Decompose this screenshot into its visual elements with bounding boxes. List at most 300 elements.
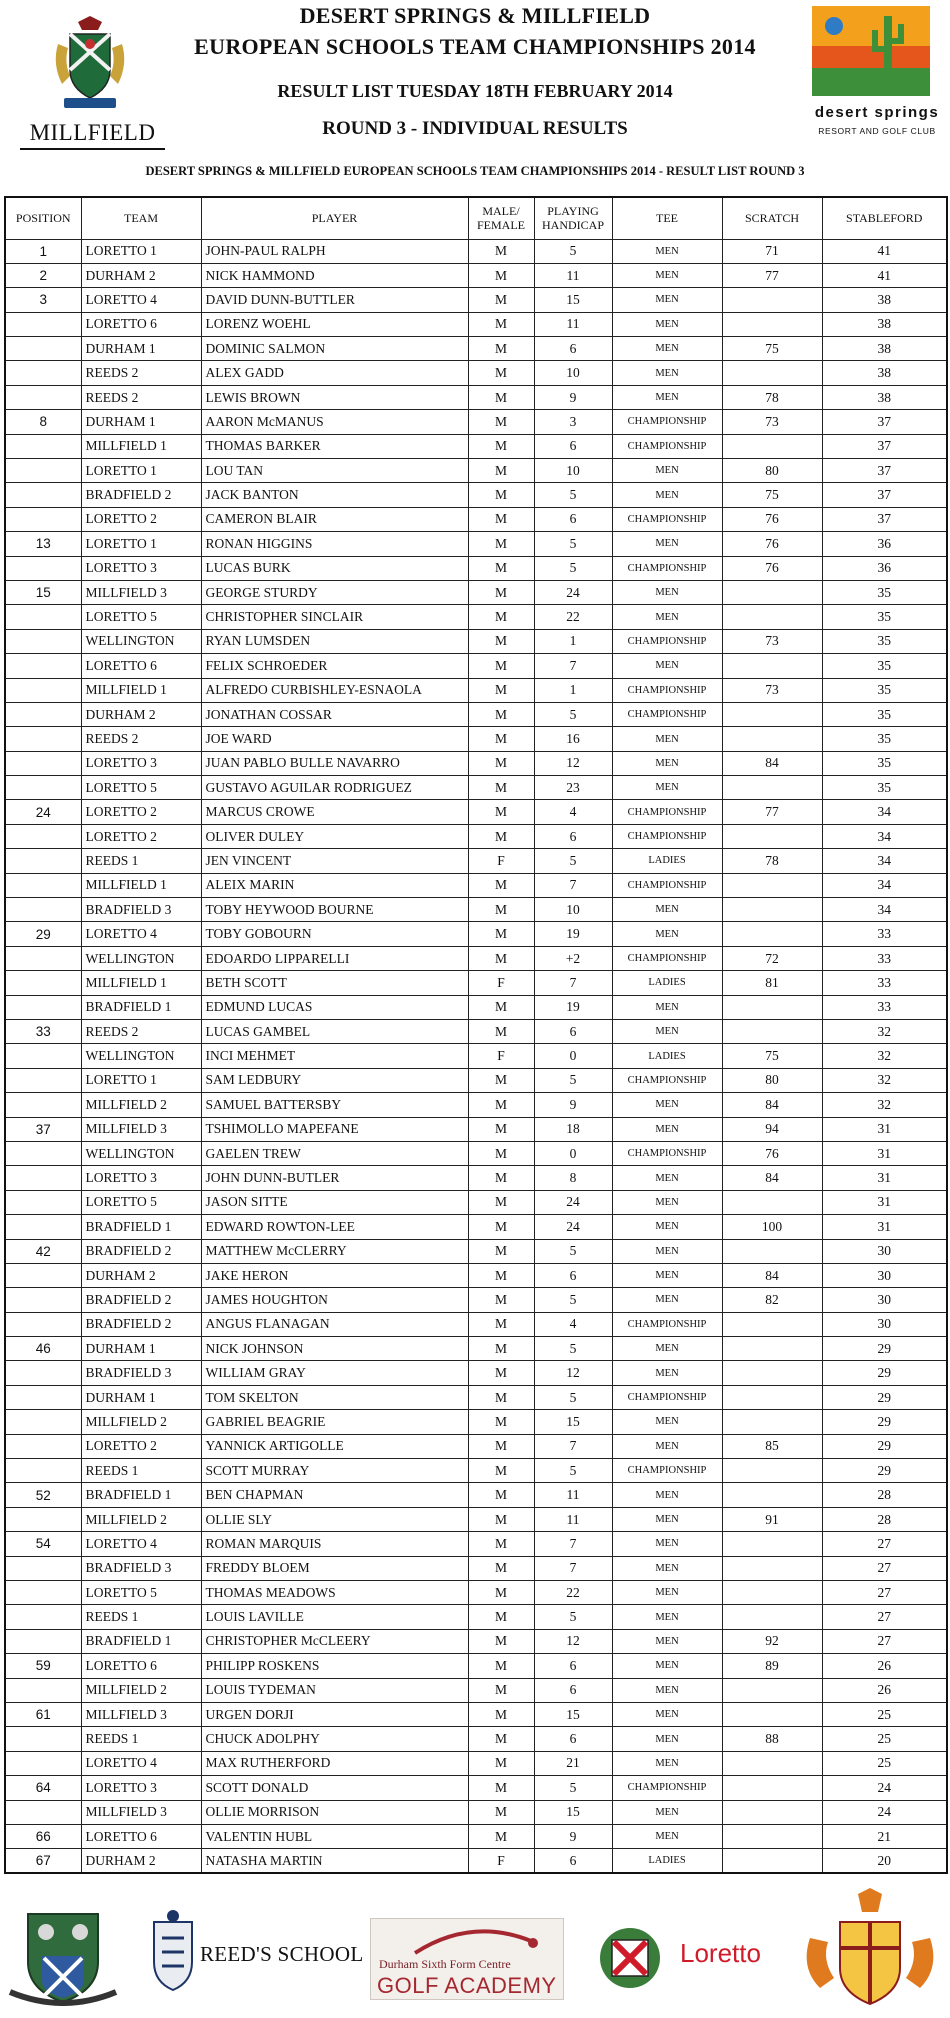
handicap-cell: 6 <box>534 434 612 458</box>
table-row <box>5 678 947 702</box>
handicap-cell: 11 <box>534 1483 612 1507</box>
team-cell: LORETTO 1 <box>81 459 201 483</box>
stableford-cell: 27 <box>822 1629 947 1653</box>
team-cell: LORETTO 1 <box>81 532 201 556</box>
table-row <box>5 1434 947 1458</box>
scratch-cell: 78 <box>722 385 822 409</box>
team-cell: LORETTO 4 <box>81 1532 201 1556</box>
stableford-cell: 37 <box>822 483 947 507</box>
team-cell: REEDS 1 <box>81 1459 201 1483</box>
table-row <box>5 1215 947 1239</box>
table-row <box>5 1849 947 1873</box>
team-cell: DURHAM 1 <box>81 1385 201 1409</box>
player-cell: MAX RUTHERFORD <box>201 1751 468 1775</box>
handicap-cell: 15 <box>534 288 612 312</box>
player-cell: TSHIMOLLO MAPEFANE <box>201 1117 468 1141</box>
position-cell <box>5 1312 81 1336</box>
stableford-cell: 26 <box>822 1654 947 1678</box>
position-cell: 46 <box>5 1337 81 1361</box>
table-row <box>5 629 947 653</box>
scratch-cell: 78 <box>722 849 822 873</box>
team-cell: WELLINGTON <box>81 1044 201 1068</box>
sex-cell: M <box>468 654 534 678</box>
scratch-cell <box>722 898 822 922</box>
team-cell: MILLFIELD 3 <box>81 580 201 604</box>
table-row <box>5 532 947 556</box>
desert-springs-name: desert springs <box>814 104 940 121</box>
handicap-cell: 5 <box>534 1068 612 1092</box>
player-cell: SCOTT MURRAY <box>201 1459 468 1483</box>
sex-cell: F <box>468 971 534 995</box>
handicap-cell: 9 <box>534 1093 612 1117</box>
team-cell: MILLFIELD 2 <box>81 1678 201 1702</box>
table-row <box>5 312 947 336</box>
table-row <box>5 1337 947 1361</box>
sex-cell: M <box>468 1507 534 1531</box>
stableford-cell: 32 <box>822 1093 947 1117</box>
scratch-cell: 89 <box>722 1654 822 1678</box>
table-row <box>5 459 947 483</box>
handicap-cell: 5 <box>534 1776 612 1800</box>
tee-cell: MEN <box>612 922 722 946</box>
scratch-cell <box>722 1337 822 1361</box>
player-cell: PHILIPP ROSKENS <box>201 1654 468 1678</box>
sex-cell: M <box>468 1654 534 1678</box>
tee-cell: MEN <box>612 385 722 409</box>
sex-cell: M <box>468 459 534 483</box>
position-cell <box>5 1629 81 1653</box>
position-cell <box>5 312 81 336</box>
position-cell <box>5 1385 81 1409</box>
scratch-cell <box>722 1020 822 1044</box>
table-row <box>5 1483 947 1507</box>
sex-cell: M <box>468 678 534 702</box>
handicap-cell: 9 <box>534 385 612 409</box>
position-cell <box>5 507 81 531</box>
sex-cell: M <box>468 1605 534 1629</box>
handicap-cell: 6 <box>534 1849 612 1873</box>
handicap-cell: 5 <box>534 239 612 263</box>
stableford-cell: 30 <box>822 1239 947 1263</box>
sex-cell: M <box>468 1532 534 1556</box>
millfield-crest-icon <box>48 14 132 114</box>
player-cell: GAELEN TREW <box>201 1141 468 1165</box>
player-cell: JAKE HERON <box>201 1263 468 1287</box>
loretto-crest-icon <box>590 1922 670 1994</box>
table-row <box>5 556 947 580</box>
team-cell: LORETTO 6 <box>81 654 201 678</box>
position-cell <box>5 946 81 970</box>
stableford-cell: 35 <box>822 751 947 775</box>
scratch-cell <box>722 922 822 946</box>
tee-cell: MEN <box>612 776 722 800</box>
stableford-cell: 37 <box>822 507 947 531</box>
sex-cell: M <box>468 1580 534 1604</box>
table-row <box>5 605 947 629</box>
stableford-cell: 34 <box>822 824 947 848</box>
stableford-cell: 27 <box>822 1556 947 1580</box>
stableford-cell: 34 <box>822 873 947 897</box>
position-cell: 66 <box>5 1824 81 1848</box>
table-row <box>5 263 947 287</box>
player-cell: TOM SKELTON <box>201 1385 468 1409</box>
sex-cell: M <box>468 1190 534 1214</box>
team-cell: LORETTO 6 <box>81 312 201 336</box>
sex-cell: M <box>468 800 534 824</box>
player-cell: JACK BANTON <box>201 483 468 507</box>
stableford-cell: 31 <box>822 1166 947 1190</box>
position-cell <box>5 654 81 678</box>
tee-cell: CHAMPIONSHIP <box>612 1312 722 1336</box>
team-cell: LORETTO 4 <box>81 288 201 312</box>
table-row <box>5 995 947 1019</box>
player-cell: JUAN PABLO BULLE NAVARRO <box>201 751 468 775</box>
handicap-cell: 12 <box>534 751 612 775</box>
tee-cell: CHAMPIONSHIP <box>612 410 722 434</box>
tee-cell: MEN <box>612 532 722 556</box>
player-cell: LORENZ WOEHL <box>201 312 468 336</box>
tee-cell: CHAMPIONSHIP <box>612 1068 722 1092</box>
sex-cell: M <box>468 1215 534 1239</box>
position-cell <box>5 727 81 751</box>
durham-sixth-form-label: Durham Sixth Form Centre <box>379 1957 511 1971</box>
table-row <box>5 1580 947 1604</box>
desert-springs-logo <box>808 6 946 146</box>
position-cell <box>5 898 81 922</box>
tee-cell: CHAMPIONSHIP <box>612 678 722 702</box>
team-cell: LORETTO 1 <box>81 239 201 263</box>
table-row <box>5 434 947 458</box>
stableford-cell: 27 <box>822 1580 947 1604</box>
tee-cell: MEN <box>612 1263 722 1287</box>
handicap-cell: 5 <box>534 1288 612 1312</box>
stableford-cell: 32 <box>822 1044 947 1068</box>
handicap-cell: 6 <box>534 507 612 531</box>
handicap-cell: 5 <box>534 532 612 556</box>
scratch-cell <box>722 1678 822 1702</box>
table-row <box>5 1459 947 1483</box>
tee-cell: CHAMPIONSHIP <box>612 1141 722 1165</box>
sex-cell: M <box>468 385 534 409</box>
sex-cell: M <box>468 629 534 653</box>
position-cell <box>5 776 81 800</box>
player-cell: THOMAS BARKER <box>201 434 468 458</box>
handicap-cell: 6 <box>534 1020 612 1044</box>
team-cell: LORETTO 1 <box>81 1068 201 1092</box>
position-cell: 52 <box>5 1483 81 1507</box>
table-row <box>5 873 947 897</box>
reeds-school-wordmark: REED'S SCHOOL <box>200 1942 364 1966</box>
team-cell: LORETTO 2 <box>81 800 201 824</box>
player-cell: GEORGE STURDY <box>201 580 468 604</box>
tee-cell: MEN <box>612 1288 722 1312</box>
handicap-cell: 6 <box>534 1727 612 1751</box>
player-cell: URGEN DORJI <box>201 1702 468 1726</box>
scratch-cell <box>722 1410 822 1434</box>
reeds-school-crest-icon <box>150 1908 196 1992</box>
stableford-cell: 35 <box>822 605 947 629</box>
team-cell: MILLFIELD 3 <box>81 1800 201 1824</box>
player-cell: EDMUND LUCAS <box>201 995 468 1019</box>
table-row <box>5 1776 947 1800</box>
team-cell: MILLFIELD 3 <box>81 1702 201 1726</box>
sex-cell: M <box>468 1410 534 1434</box>
result-date: RESULT LIST TUESDAY 18TH FEBRUARY 2014 <box>277 81 673 101</box>
col-male-female: MALE/ FEMALE <box>468 197 534 239</box>
player-cell: OLLIE SLY <box>201 1507 468 1531</box>
position-cell: 8 <box>5 410 81 434</box>
stableford-cell: 38 <box>822 385 947 409</box>
handicap-cell: 24 <box>534 580 612 604</box>
table-row <box>5 1556 947 1580</box>
position-cell <box>5 1410 81 1434</box>
table-row <box>5 727 947 751</box>
player-cell: ANGUS FLANAGAN <box>201 1312 468 1336</box>
player-cell: GUSTAVO AGUILAR RODRIGUEZ <box>201 776 468 800</box>
handicap-cell: 22 <box>534 605 612 629</box>
handicap-cell: 7 <box>534 971 612 995</box>
scratch-cell <box>722 995 822 1019</box>
handicap-cell: 0 <box>534 1141 612 1165</box>
team-cell: WELLINGTON <box>81 629 201 653</box>
handicap-cell: 5 <box>534 1605 612 1629</box>
desert-springs-cactus-icon <box>812 6 930 96</box>
scratch-cell: 71 <box>722 239 822 263</box>
handicap-cell: 7 <box>534 1532 612 1556</box>
tee-cell: CHAMPIONSHIP <box>612 946 722 970</box>
scratch-cell: 75 <box>722 1044 822 1068</box>
position-cell <box>5 1605 81 1629</box>
player-cell: CHRISTOPHER McCLEERY <box>201 1629 468 1653</box>
tee-cell: LADIES <box>612 849 722 873</box>
position-cell: 3 <box>5 288 81 312</box>
sex-cell: M <box>468 337 534 361</box>
table-row <box>5 654 947 678</box>
team-cell: REEDS 1 <box>81 1605 201 1629</box>
title-line-1: DESERT SPRINGS & MILLFIELD <box>299 3 651 28</box>
scratch-cell <box>722 873 822 897</box>
tee-cell: CHAMPIONSHIP <box>612 800 722 824</box>
stableford-cell: 28 <box>822 1507 947 1531</box>
scratch-cell <box>722 1459 822 1483</box>
sex-cell: M <box>468 288 534 312</box>
tee-cell: LADIES <box>612 1044 722 1068</box>
table-row <box>5 1678 947 1702</box>
scratch-cell: 77 <box>722 800 822 824</box>
scratch-cell: 77 <box>722 263 822 287</box>
team-cell: BRADFIELD 1 <box>81 995 201 1019</box>
tee-cell: MEN <box>612 1605 722 1629</box>
position-cell: 24 <box>5 800 81 824</box>
player-cell: LEWIS BROWN <box>201 385 468 409</box>
team-cell: REEDS 2 <box>81 727 201 751</box>
player-cell: ALEIX MARIN <box>201 873 468 897</box>
player-cell: NICK HAMMOND <box>201 263 468 287</box>
player-cell: BETH SCOTT <box>201 971 468 995</box>
position-cell <box>5 1507 81 1531</box>
handicap-cell: 19 <box>534 995 612 1019</box>
position-cell <box>5 1580 81 1604</box>
scratch-cell: 84 <box>722 1166 822 1190</box>
tee-cell: MEN <box>612 1483 722 1507</box>
tee-cell: MEN <box>612 654 722 678</box>
sex-cell: M <box>468 507 534 531</box>
position-cell <box>5 556 81 580</box>
stableford-cell: 34 <box>822 849 947 873</box>
stableford-cell: 30 <box>822 1288 947 1312</box>
tee-cell: MEN <box>612 1654 722 1678</box>
table-row <box>5 1654 947 1678</box>
table-row <box>5 1068 947 1092</box>
team-cell: LORETTO 4 <box>81 922 201 946</box>
scratch-cell <box>722 1580 822 1604</box>
table-row <box>5 1410 947 1434</box>
team-cell: LORETTO 5 <box>81 776 201 800</box>
player-cell: EDOARDO LIPPARELLI <box>201 946 468 970</box>
player-cell: LOUIS LAVILLE <box>201 1605 468 1629</box>
position-cell <box>5 434 81 458</box>
position-cell <box>5 361 81 385</box>
position-cell <box>5 483 81 507</box>
scratch-cell <box>722 580 822 604</box>
golf-academy-label: GOLF ACADEMY <box>377 1973 557 1998</box>
scratch-cell <box>722 1605 822 1629</box>
player-cell: JONATHAN COSSAR <box>201 702 468 726</box>
player-cell: JOHN-PAUL RALPH <box>201 239 468 263</box>
scratch-cell <box>722 1702 822 1726</box>
tee-cell: CHAMPIONSHIP <box>612 824 722 848</box>
team-cell: DURHAM 2 <box>81 702 201 726</box>
table-row <box>5 1166 947 1190</box>
page-header <box>0 0 950 190</box>
sex-cell: M <box>468 361 534 385</box>
tee-cell: CHAMPIONSHIP <box>612 1385 722 1409</box>
tee-cell: MEN <box>612 1727 722 1751</box>
scratch-cell <box>722 727 822 751</box>
team-cell: MILLFIELD 1 <box>81 678 201 702</box>
tee-cell: MEN <box>612 1166 722 1190</box>
tee-cell: CHAMPIONSHIP <box>612 629 722 653</box>
tee-cell: MEN <box>612 995 722 1019</box>
handicap-cell: 9 <box>534 1824 612 1848</box>
stableford-cell: 36 <box>822 556 947 580</box>
position-cell <box>5 1800 81 1824</box>
team-cell: BRADFIELD 3 <box>81 1361 201 1385</box>
handicap-cell: 3 <box>534 410 612 434</box>
position-cell: 59 <box>5 1654 81 1678</box>
stableford-cell: 31 <box>822 1141 947 1165</box>
stableford-cell: 35 <box>822 629 947 653</box>
scratch-cell <box>722 654 822 678</box>
handicap-cell: 4 <box>534 1312 612 1336</box>
handicap-cell: 18 <box>534 1117 612 1141</box>
team-cell: BRADFIELD 2 <box>81 1312 201 1336</box>
position-cell <box>5 751 81 775</box>
table-row <box>5 1727 947 1751</box>
handicap-cell: 1 <box>534 678 612 702</box>
handicap-cell: 22 <box>534 1580 612 1604</box>
millfield-wordmark: MILLFIELD <box>20 120 165 150</box>
handicap-cell: 5 <box>534 556 612 580</box>
scratch-cell: 85 <box>722 1434 822 1458</box>
position-cell: 67 <box>5 1849 81 1873</box>
stableford-cell: 30 <box>822 1312 947 1336</box>
tee-cell: MEN <box>612 1410 722 1434</box>
position-cell <box>5 385 81 409</box>
scratch-cell: 73 <box>722 678 822 702</box>
handicap-cell: +2 <box>534 946 612 970</box>
table-row <box>5 1093 947 1117</box>
player-cell: NICK JOHNSON <box>201 1337 468 1361</box>
handicap-cell: 12 <box>534 1361 612 1385</box>
team-cell: LORETTO 3 <box>81 556 201 580</box>
stableford-cell: 24 <box>822 1776 947 1800</box>
table-row <box>5 337 947 361</box>
player-cell: JOE WARD <box>201 727 468 751</box>
sex-cell: M <box>468 1361 534 1385</box>
player-cell: SAM LEDBURY <box>201 1068 468 1092</box>
tee-cell: MEN <box>612 1800 722 1824</box>
scratch-cell <box>722 312 822 336</box>
table-row <box>5 1044 947 1068</box>
tee-cell: MEN <box>612 239 722 263</box>
team-cell: DURHAM 2 <box>81 263 201 287</box>
scratch-cell <box>722 776 822 800</box>
position-cell <box>5 995 81 1019</box>
header-row <box>5 197 947 239</box>
scratch-cell <box>722 1751 822 1775</box>
stableford-cell: 34 <box>822 800 947 824</box>
table-row <box>5 1824 947 1848</box>
position-cell <box>5 1093 81 1117</box>
scratch-cell <box>722 1776 822 1800</box>
table-row <box>5 580 947 604</box>
player-cell: LOUIS TYDEMAN <box>201 1678 468 1702</box>
position-cell: 1 <box>5 239 81 263</box>
table-row <box>5 922 947 946</box>
handicap-cell: 7 <box>534 1434 612 1458</box>
sex-cell: M <box>468 1702 534 1726</box>
stableford-cell: 35 <box>822 580 947 604</box>
team-cell: LORETTO 5 <box>81 1580 201 1604</box>
team-cell: LORETTO 4 <box>81 1751 201 1775</box>
handicap-cell: 10 <box>534 361 612 385</box>
scratch-cell <box>722 702 822 726</box>
stableford-cell: 25 <box>822 1727 947 1751</box>
stableford-cell: 35 <box>822 678 947 702</box>
tee-cell: LADIES <box>612 971 722 995</box>
team-cell: REEDS 2 <box>81 1020 201 1044</box>
player-cell: RONAN HIGGINS <box>201 532 468 556</box>
team-cell: DURHAM 2 <box>81 1263 201 1287</box>
team-cell: BRADFIELD 1 <box>81 1483 201 1507</box>
result-list-subtitle: DESERT SPRINGS & MILLFIELD EUROPEAN SCHOOLS TEAM CHAMPIONSHIPS 2014 - RESULT LIST ROUND 3 <box>145 164 805 178</box>
tee-cell: MEN <box>612 288 722 312</box>
sex-cell: M <box>468 1824 534 1848</box>
team-cell: WELLINGTON <box>81 1141 201 1165</box>
handicap-cell: 1 <box>534 629 612 653</box>
title-line-2: EUROPEAN SCHOOLS TEAM CHAMPIONSHIPS 2014 <box>194 34 756 59</box>
table-row <box>5 800 947 824</box>
team-cell: MILLFIELD 2 <box>81 1093 201 1117</box>
scratch-cell: 76 <box>722 532 822 556</box>
team-cell: LORETTO 3 <box>81 1166 201 1190</box>
col-team: TEAM <box>81 197 201 239</box>
scratch-cell: 73 <box>722 410 822 434</box>
team-cell: MILLFIELD 2 <box>81 1410 201 1434</box>
sex-cell: M <box>468 1141 534 1165</box>
team-cell: LORETTO 2 <box>81 1434 201 1458</box>
